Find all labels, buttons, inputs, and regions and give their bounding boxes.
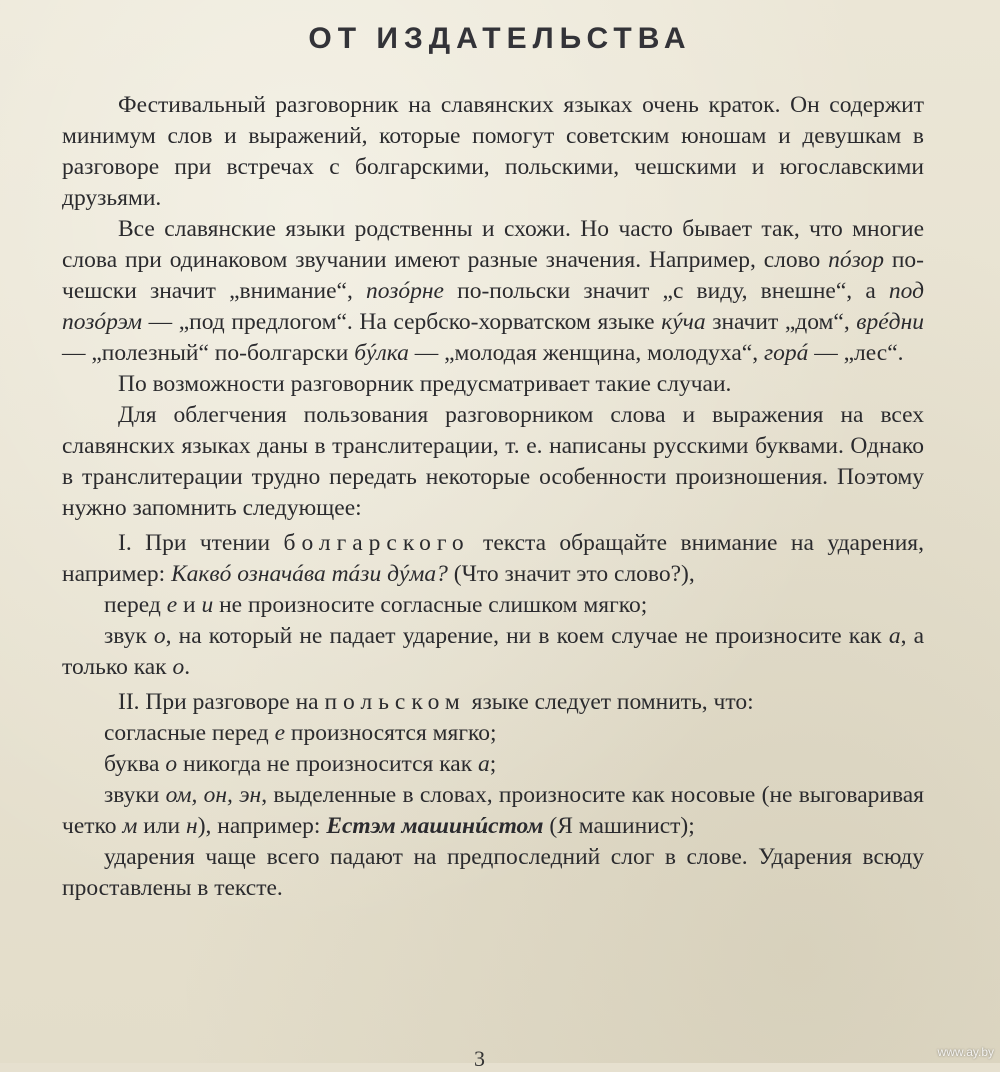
text-run: согласные перед [104, 720, 275, 746]
text-run: звуки [104, 782, 166, 808]
text-run: перед [104, 592, 167, 618]
italic-letter: и [201, 592, 214, 618]
text-run: — „лес“. [808, 340, 904, 366]
section-bulgarian [62, 528, 924, 590]
text-run: (Я машинист); [543, 813, 695, 839]
italic-word: врéдни [856, 309, 924, 335]
rule-bulgarian-soft [62, 590, 924, 621]
text-run: (Что значит это слово?), [447, 561, 695, 587]
italic-example: Естэм машинúстом [326, 813, 544, 839]
rule-polish-soft [62, 718, 924, 749]
spaced-word: польском [324, 689, 466, 715]
page-title: ОТ ИЗДАТЕЛЬСТВА [308, 22, 692, 55]
italic-letter: е [166, 592, 178, 618]
paragraph-transliteration: Для облегчения пользования разговорником слова и выражения на всех славянских языках даны в транслитерации, т. е. написаны русскими буквами. Однако в транслитерации трудно передать некоторые особенности произношения. Поэтому нужно запомнить следующее: [62, 402, 924, 521]
site-watermark: www.ay.by [937, 1045, 994, 1059]
text-run: ; [489, 751, 497, 777]
text-run: звук [104, 623, 154, 649]
text-run: текста обращайте внимание на ударения, например: [62, 530, 924, 587]
text-run: языке следует помнить, что: [465, 689, 754, 715]
italic-letter: м [122, 813, 138, 839]
paragraph-intro: Фестивальный разговорник на славянских языках очень краток. Он содержит минимум слов и выражений, которые помогут советским юношам и девушкам в разговоре при встречах с болгарскими, польскими, чешскими и югославскими друзьями. [62, 92, 924, 211]
text-run: или [137, 813, 187, 839]
text-run: буква [104, 751, 166, 777]
spaced-word: болгарского [283, 530, 470, 556]
text-run: по-польски значит „с виду, внешне“, а [443, 278, 889, 304]
italic-letters: ом, он, эн [165, 782, 262, 808]
text-run: Все славянские языки родственны и схожи. Но часто бывает так, что многие слова при одинаковом звучании имеют разные значения. Например, слово [62, 216, 924, 273]
text-run: произносятся мягко; [285, 720, 497, 746]
text-run: и [177, 592, 202, 618]
text-run: — „под предлогом“. На сербско-хорватском языке [142, 309, 662, 335]
text-run: . [184, 654, 191, 680]
text-run: — „полезный“ по-болгарски [62, 340, 355, 366]
italic-word: кýча [661, 309, 706, 335]
text-run: II. При разговоре на [118, 689, 325, 715]
text-run: , выделенные в словах, произносите как носовые (не выговаривая четко [62, 782, 924, 839]
text-run: никогда не произносится как [177, 751, 478, 777]
text-run: не произносите согласные слишком мягко; [213, 592, 648, 618]
text-run: ), например: [197, 813, 327, 839]
italic-letter: о [165, 751, 178, 777]
rule-polish-stress: ударения чаще всего падают на предпоследний слог в слове. Ударения всюду проставлены в тексте. [62, 844, 924, 901]
italic-word: позóрне [366, 278, 444, 304]
italic-letter: а [888, 623, 901, 649]
italic-letter: е [274, 720, 286, 746]
section-polish [62, 687, 924, 718]
text-run: , на который не падает ударение, ни в коем случае не произносите как [165, 623, 889, 649]
italic-letter: о [153, 623, 166, 649]
italic-example: Каквó означáва тáзи дýма? [171, 561, 448, 587]
italic-letter: а [478, 751, 490, 777]
italic-word: под позóрэм [62, 278, 924, 335]
rule-polish-o [62, 749, 924, 780]
paragraph-cases: По возможности разговорник предусматривает такие случаи. [118, 371, 732, 397]
page-number: 3 [474, 1046, 485, 1071]
italic-word: бýлка [354, 340, 409, 366]
italic-word: пóзор [828, 247, 884, 273]
italic-letter: о [172, 654, 185, 680]
text-run: значит „дом“, [705, 309, 857, 335]
paragraph-examples [62, 214, 924, 369]
text-run: , а только как [62, 623, 925, 680]
text-run: I. При чтении [118, 530, 284, 556]
italic-word: горá [763, 340, 809, 366]
rule-polish-nasal [62, 780, 924, 842]
text-run: — „молодая женщина, молодуха“, [408, 340, 764, 366]
text-run: по-чешски значит „внимание“, [62, 247, 924, 304]
rule-bulgarian-o [62, 621, 924, 683]
page-body [62, 90, 924, 904]
italic-letter: н [186, 813, 198, 839]
